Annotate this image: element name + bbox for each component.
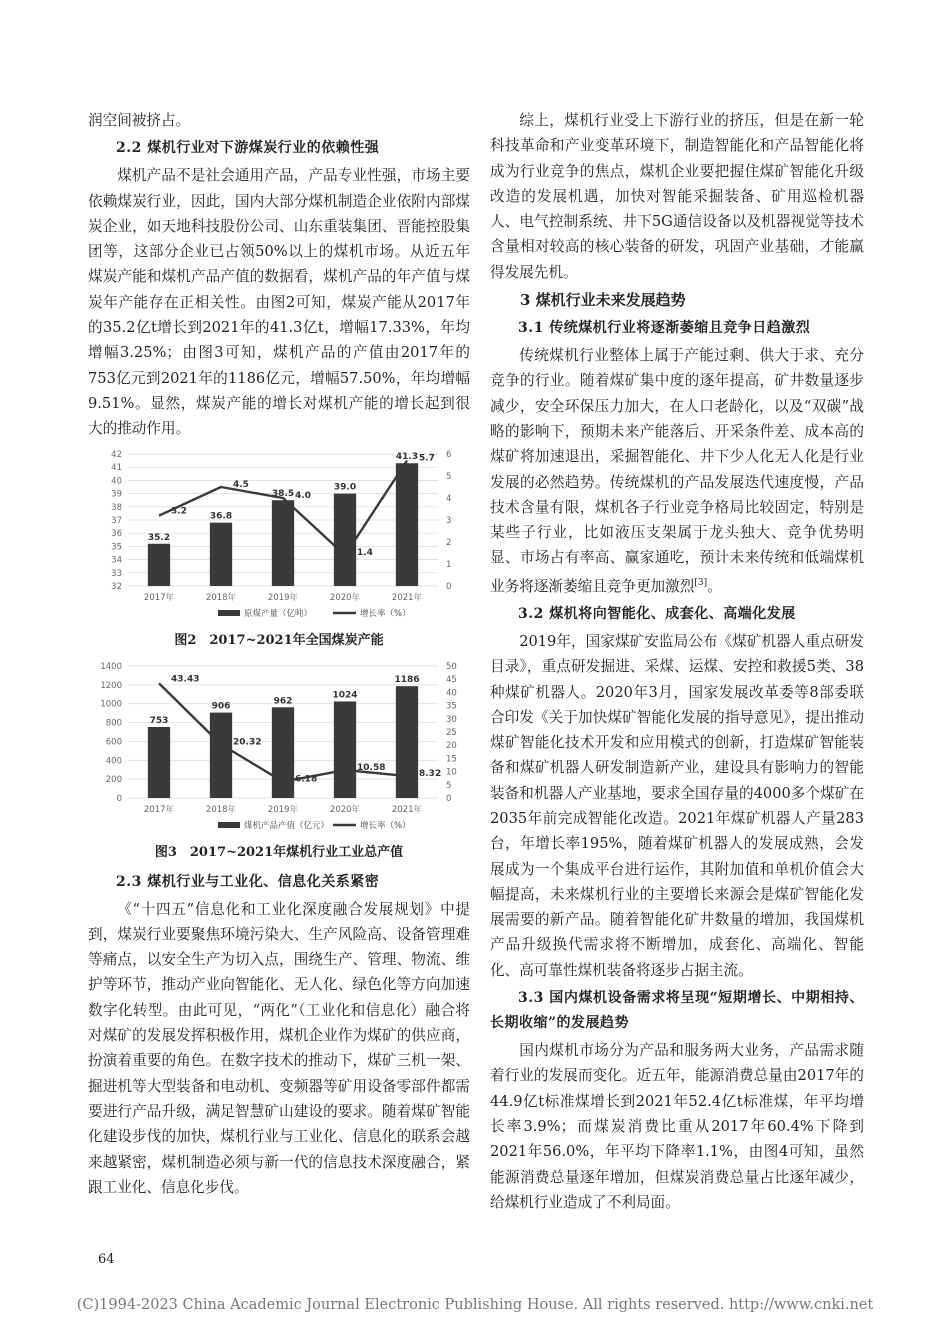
x-tick-label: 2021年 xyxy=(391,592,423,603)
paragraph: 2019年，国家煤矿安监局公布《煤矿机器人重点研发目录》，重点研发掘进、采煤、运煤、安控和救援5类、38种煤矿机器人。2020年3月，国家发展改革委等8部委联合印发《关于加快煤矿智能化发展的指导意见》，提出推动煤矿智能化技术开发和应用模式的创新，打造煤矿智能装备和煤矿机器人研发制造新产业，建设具有影响力的智能装备和机器人产业基地，要求全国存量的4000多个煤矿在2035年前完成智能化改造。2021年煤矿机器人产量283台，年增长率195%，随着煤矿机器人的发展成熟，会发展成为一个集成平台进行运作，其附加值和单机价值会大幅提高，未来煤机行业的主要增长来源会是煤矿智能化发展需要的新产品。随着智能化矿井数量的增加，我国煤机产品升级换代需求将不断增加，成套化、高端化、智能化、高可靠性煤机装备将逐步占据主流。 xyxy=(490,632,864,979)
y2-tick-label: 35 xyxy=(446,701,457,712)
y2-tick-label: 10 xyxy=(446,767,457,778)
bar xyxy=(272,707,294,798)
chart-coal-capacity xyxy=(88,446,470,628)
y-tick-label: 1400 xyxy=(100,661,122,672)
line-data-label: 4.5 xyxy=(233,479,249,490)
paragraph: 润空间被挤占。 xyxy=(88,112,191,129)
bar-data-label: 41.3 xyxy=(395,451,419,462)
y-tick-label: 35 xyxy=(111,541,122,552)
line-data-label: 4.0 xyxy=(295,490,311,501)
x-tick-label: 2019年 xyxy=(267,592,299,603)
paragraph: 《“十四五”信息化和工业化深度融合发展规划》中提到，煤炭行业要聚焦环境污染大、生产风险高、设备管理难等痛点，以安全生产为切入点，围绕生产、管理、物流、维护等环节，推动产业向智能化、无人化、绿色化等方向加速数字化转型。由此可见，“两化”（工业化和信息化）融合将对煤矿的发展发挥积极作用，煤机企业作为煤矿的供应商，扮演着重要的角色。在数字技术的推动下，煤矿三机一架、掘进机等大型装备和电动机、变频器等矿用设备零部件都需要进行产品升级，满足智慧矿山建设的要求。随着煤矿智能化建设步伐的加快，煤机行业与工业化、信息化的联系会越来越紧密，煤机制造必须与新一代的信息技术深度融合，紧跟工业化、信息化步伐。 xyxy=(88,900,470,1196)
bar-data-label: 1186 xyxy=(394,674,420,685)
line-data-label: 20.32 xyxy=(233,736,262,747)
y2-tick-label: 40 xyxy=(446,687,457,698)
paragraph: 煤机产品不是社会通用产品，产品专业性强，市场主要依赖煤炭行业，因此，国内大部分煤机制造企业依附内部煤炭企业，如天地科技股份公司、山东重装集团、晋能控股集团等，这部分企业已占领50%以上的煤机市场。从近五年煤炭产能和煤机产品产值的数据看，煤机产品的年产值与煤炭年产能存在正相关性。由图2可知，煤炭产能从2017年的35.2亿t增长到2021年的41.3亿t，增幅17.33%，年均增幅3.25%；由图3可知，煤机产品的产值由2017年的753亿元到2021年的1186亿元，增幅57.50%，年均增幅9.51%。显然，煤炭产能的增长对煤机产能的增长起到很大的推动作用。 xyxy=(88,167,470,438)
bar-data-label: 35.2 xyxy=(147,532,171,543)
bar xyxy=(272,500,294,586)
y-tick-label: 37 xyxy=(111,515,122,526)
x-tick-label: 2019年 xyxy=(267,804,299,815)
bar xyxy=(210,522,232,585)
x-tick-label: 2018年 xyxy=(205,804,237,815)
y-tick-label: 34 xyxy=(111,555,122,566)
y-tick-label: 600 xyxy=(105,736,122,747)
x-tick-label: 2018年 xyxy=(205,592,237,603)
y2-tick-label: 15 xyxy=(446,753,457,764)
paragraph xyxy=(490,343,864,599)
y2-tick-label: 30 xyxy=(446,714,457,725)
copyright-footer: (C)1994-2023 China Academic Journal Electronic Publishing House. All rights reserved. http://www.cnki.net xyxy=(76,1297,874,1313)
paragraph-text: 传统煤机行业整体上属于产能过剩、供大于求、充分竞争的行业。随着煤矿集中度的逐年提高，矿井数量逐步减少，安全环保压力加大，在人口老龄化，以及“双碳”战略的影响下，预期未来产能落后、开采条件差、成本高的煤矿将加速退出，采掘智能化、井下少人化无人化是行业发展的必然趋势。传统煤机的产品发展迭代速度慢，产品技术含量有限，煤机各子行业竞争格局比较固定，特别是某些子行业，比如液压支架属于龙头独大、竞争优势明显、市场占有率高、赢家通吃，预计未来传统和低端煤机业务将逐渐萎缩且竞争更加激烈 xyxy=(490,347,864,595)
y2-tick-label: 1 xyxy=(446,559,452,570)
y-tick-label: 38 xyxy=(111,502,122,513)
figure-caption: 图3 2017~2021年煤机行业工业总产值 xyxy=(154,844,404,860)
section-heading: 3.1 传统煤机行业将逐渐萎缩且竞争日趋激烈 xyxy=(518,320,811,337)
y-tick-label: 400 xyxy=(105,755,122,766)
left-column xyxy=(88,108,470,1200)
y2-tick-label: 5 xyxy=(446,471,452,482)
bar-data-label: 753 xyxy=(149,715,169,726)
figure-3 xyxy=(88,658,470,840)
legend-label: 煤机产品产值（亿元） xyxy=(244,820,330,831)
bar-data-label: 38.5 xyxy=(271,488,295,499)
paragraph-end: 。 xyxy=(707,577,722,595)
paragraph: 国内煤机市场分为产品和服务两大业务，产品需求随着行业的发展而变化。近五年，能源消费总量由2017年的44.9亿t标准煤增长到2021年52.4亿t标准煤，年平均增长率3.9%；而煤炭消费比重从2017年60.4%下降到2021年56.0%，年平均下降率1.1%，由图4可知，虽然能源消费总量逐年增加，但煤炭消费总量占比逐年减少，给煤机行业造成了不利局面。 xyxy=(490,1042,864,1211)
bar xyxy=(148,543,170,585)
y2-tick-label: 0 xyxy=(446,793,452,804)
legend-swatch-bar xyxy=(218,610,240,616)
bar-data-label: 39.0 xyxy=(333,482,357,493)
line-data-label: 5.7 xyxy=(419,453,435,464)
x-tick-label: 2020年 xyxy=(329,592,361,603)
paragraph: 综上，煤机行业受上下游行业的挤压，但是在新一轮科技革命和产业变革环境下，制造智能化和产品智能化将成为行业竞争的焦点，煤机企业要把握住煤矿智能化升级改造的发展机遇，加快对智能采掘装备、矿用巡检机器人、电气控制系统、井下5G通信设备以及机器视觉等技术含量相对较高的核心装备的研发，巩固产业基础，才能赢得发展先机。 xyxy=(490,112,864,281)
legend-label: 增长率（%） xyxy=(360,820,411,831)
bar xyxy=(396,686,418,798)
x-tick-label: 2020年 xyxy=(329,804,361,815)
line-data-label: 3.2 xyxy=(171,506,187,517)
bar-data-label: 962 xyxy=(273,695,293,706)
x-tick-label: 2017年 xyxy=(143,592,175,603)
y2-tick-label: 25 xyxy=(446,727,457,738)
y2-tick-label: 2 xyxy=(446,537,452,548)
y-tick-label: 800 xyxy=(105,718,122,729)
bar xyxy=(148,727,170,798)
y2-tick-label: 50 xyxy=(446,661,457,672)
x-tick-label: 2021年 xyxy=(391,804,423,815)
y-tick-label: 1000 xyxy=(100,699,122,710)
right-column xyxy=(490,108,864,1215)
y-tick-label: 40 xyxy=(111,475,122,486)
bar-data-label: 906 xyxy=(211,701,231,712)
legend-label: 增长率（%） xyxy=(360,608,411,619)
y2-tick-label: 6 xyxy=(446,449,452,460)
bar xyxy=(210,712,232,797)
line-data-label: 1.4 xyxy=(357,547,373,558)
y2-tick-label: 3 xyxy=(446,515,452,526)
y2-tick-label: 0 xyxy=(446,581,452,592)
chapter-heading: 3 煤机行业未来发展趋势 xyxy=(520,291,686,310)
y-tick-label: 32 xyxy=(111,581,122,592)
y-tick-label: 39 xyxy=(111,489,122,500)
y2-tick-label: 20 xyxy=(446,740,457,751)
bar-data-label: 1024 xyxy=(332,690,358,701)
line-data-label: 6.18 xyxy=(295,774,318,785)
section-heading: 2.3 煤机行业与工业化、信息化关系紧密 xyxy=(116,873,380,890)
y-tick-label: 36 xyxy=(111,528,122,539)
y2-tick-label: 45 xyxy=(446,674,457,685)
section-heading: 2.2 煤机行业对下游煤炭行业的依赖性强 xyxy=(116,140,380,157)
x-tick-label: 2017年 xyxy=(143,804,175,815)
section-heading: 3.3 国内煤机设备需求将呈现“短期增长、中期相持、长期收缩”的发展趋势 xyxy=(490,990,864,1032)
y-tick-label: 1200 xyxy=(100,680,122,691)
y2-tick-label: 5 xyxy=(446,780,452,791)
y2-tick-label: 4 xyxy=(446,493,452,504)
page-number: 64 xyxy=(98,1252,115,1267)
line-data-label: 43.43 xyxy=(171,673,200,684)
y-tick-label: 200 xyxy=(105,774,122,785)
bar xyxy=(334,701,356,798)
line-data-label: 10.58 xyxy=(357,762,386,773)
citation-ref[interactable]: [3] xyxy=(694,577,708,588)
section-heading: 3.2 煤机将向智能化、成套化、高端化发展 xyxy=(518,605,796,622)
figure-2 xyxy=(88,446,470,628)
legend-label: 原煤产量（亿吨） xyxy=(244,608,313,619)
figure-caption: 图2 2017~2021年全国煤炭产能 xyxy=(174,632,384,648)
y-tick-label: 41 xyxy=(111,462,122,473)
chart-coal-machinery-output xyxy=(88,658,470,840)
y-tick-label: 0 xyxy=(116,793,122,804)
bar xyxy=(396,463,418,586)
bar xyxy=(334,493,356,585)
bar-data-label: 36.8 xyxy=(209,511,233,522)
y-tick-label: 33 xyxy=(111,568,122,579)
y-tick-label: 42 xyxy=(111,449,122,460)
legend-swatch-bar xyxy=(218,822,240,828)
line-data-label: 8.32 xyxy=(419,768,442,779)
